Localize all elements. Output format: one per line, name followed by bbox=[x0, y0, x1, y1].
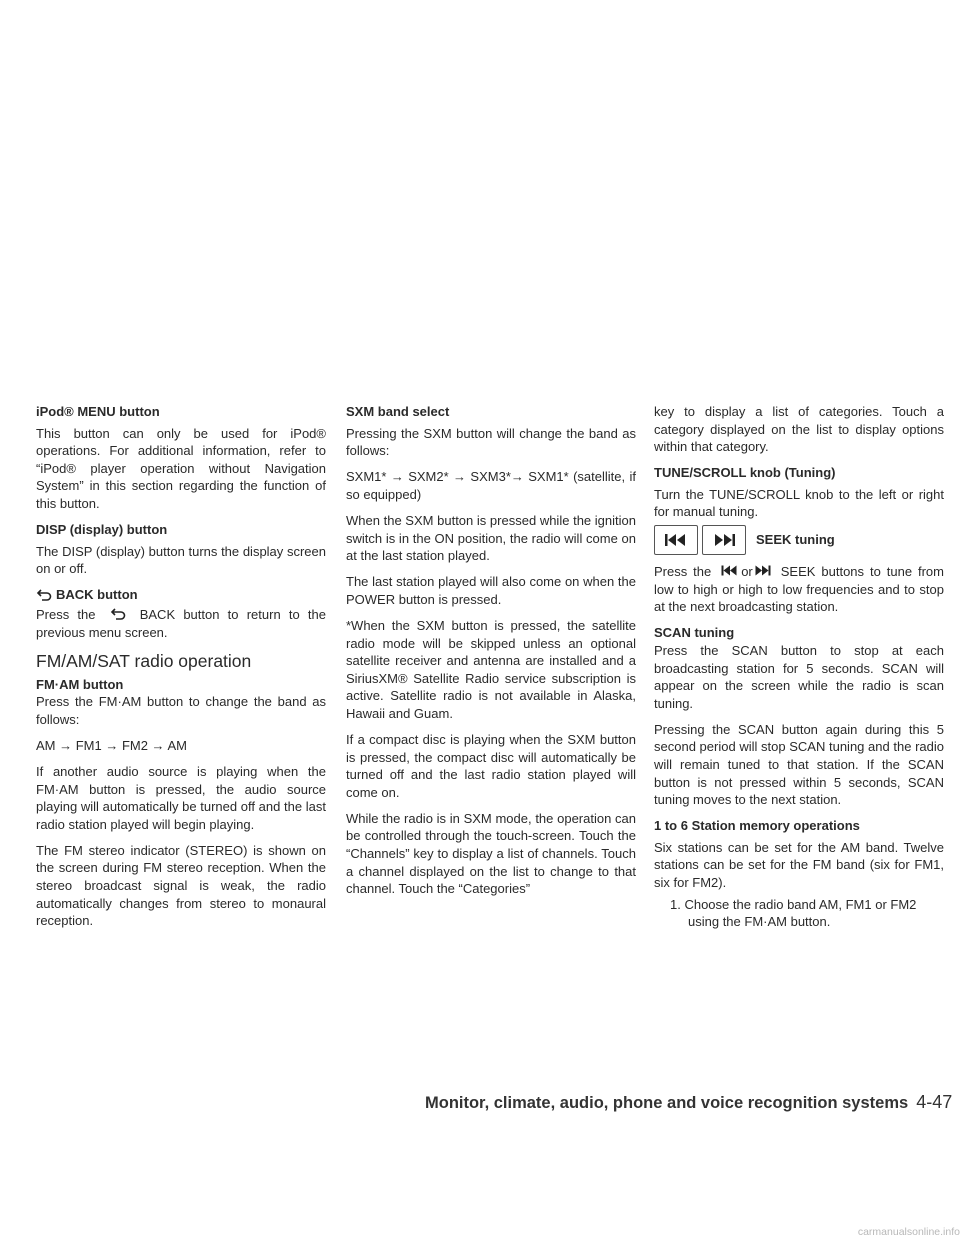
fmam-text: Press the FM·AM button to change the band as follows: bbox=[36, 694, 326, 727]
seek-heading: SEEK tuning bbox=[756, 532, 835, 548]
tune-heading: TUNE/SCROLL knob (Tuning) bbox=[654, 465, 836, 481]
ipod-menu-heading: iPod® MENU button bbox=[36, 404, 160, 419]
sxm-sequence: SXM1* → SXM2* → SXM3*→ SXM1* (satellite, if so equipped) bbox=[346, 469, 636, 502]
seek-heading-row bbox=[654, 525, 944, 555]
sxm-heading: SXM band select bbox=[346, 404, 450, 419]
column-3 bbox=[654, 403, 944, 931]
back-text-post: BACK button to return to the previous menu screen. bbox=[36, 606, 326, 640]
sxm-text3: The last station played will also come on when the POWER button is pressed. bbox=[346, 574, 636, 607]
memory-step-1: 1. Choose the radio band AM, FM1 or FM2 using the FM·AM button. bbox=[670, 896, 917, 930]
page-number: 4-47 bbox=[916, 1092, 953, 1112]
tune-text: Turn the TUNE/SCROLL knob to the left or right for manual tuning. bbox=[654, 486, 944, 520]
fmam-text2: If another audio source is playing when the FM·AM button is pressed, the audio source playing will automatically be turned off and the last radio station played will begin playing. bbox=[36, 764, 326, 832]
fmam-heading: FM·AM button bbox=[36, 676, 124, 692]
sxm-text5: While the radio is in SXM mode, the operation can be controlled through the touch-screen. Touch the “Channels” key to display a list of channels. Touch a channel displayed on the list to change to that channel. Touch the “Categories” bbox=[346, 810, 636, 897]
column-2 bbox=[346, 403, 636, 906]
column-1 bbox=[36, 403, 326, 938]
fmam-sequence: AM → FM1 → FM2 → AM bbox=[36, 737, 187, 753]
sxm-text4: If a compact disc is playing when the SXM button is pressed, the compact disc will automatically be turned off and the last radio station played will come on. bbox=[346, 732, 636, 800]
sxm-text: Pressing the SXM button will change the band as follows: bbox=[346, 425, 636, 459]
seek-backward-icon bbox=[663, 533, 689, 547]
page-footer bbox=[425, 1092, 952, 1113]
seek-text-post: SEEK buttons to tune from low to high or high to low frequencies and to stop at the next broadcasting station. bbox=[654, 564, 944, 615]
back-text bbox=[36, 606, 326, 641]
seek-forward-icon bbox=[755, 565, 771, 577]
seek-forward-icon bbox=[711, 533, 737, 547]
ipod-menu-text: This button can only be used for iPod® operations. For additional information, refer to “iPod® player operation without Navigation System” in this section regarding the function of this button. bbox=[36, 425, 326, 511]
memory-text: Six stations can be set for the AM band. Twelve stations can be set for the FM band (six for FM1, six for FM2). bbox=[654, 839, 944, 891]
back-text-pre: Press the bbox=[36, 606, 96, 622]
scan-text: Press the SCAN button to stop at each broadcasting station for 5 seconds. SCAN will appear on the screen while the radio is scan tuning. bbox=[654, 642, 944, 711]
back-arrow-icon bbox=[110, 607, 126, 621]
back-heading-label: BACK button bbox=[56, 587, 138, 603]
footer-title: Monitor, climate, audio, phone and voice recognition systems bbox=[425, 1094, 909, 1112]
seek-text-pre: Press the bbox=[654, 564, 712, 580]
scan-text2: Pressing the SCAN button again during this 5 second period will stop SCAN tuning and the radio will remain tuned to that station. If the SCAN button is not pressed within 5 seconds, SCAN tuning moves to the next station. bbox=[654, 721, 944, 808]
categories-continued-text: key to display a list of categories. Touch a category displayed on the list to display options within that category. bbox=[654, 404, 944, 455]
seek-forward-button-illustration bbox=[702, 525, 746, 555]
sxm-text2: When the SXM button is pressed while the ignition switch is in the ON position, the radio will come on at the last station played. bbox=[346, 512, 636, 564]
sxm-note: *When the SXM button is pressed, the satellite radio mode will be skipped unless an optional satellite receiver and antenna are installed and a SiriusXM® Satellite Radio service subscription is active. Satellite radio is not available in Alaska, Hawaii and Guam. bbox=[346, 617, 636, 721]
seek-text-or: or bbox=[741, 564, 753, 580]
seek-text bbox=[654, 563, 944, 616]
stereo-text: The FM stereo indicator (STEREO) is shown on the screen during FM stereo reception. When the stereo broadcast signal is weak, the radio automatically changes from stereo to monaural reception. bbox=[36, 842, 326, 929]
watermark: carmanualsonline.info bbox=[857, 1226, 960, 1238]
back-arrow-icon bbox=[36, 588, 52, 602]
disp-heading: DISP (display) button bbox=[36, 522, 168, 538]
seek-backward-icon bbox=[721, 565, 737, 577]
back-heading bbox=[36, 586, 326, 604]
section-title: FM/AM/SAT radio operation bbox=[36, 650, 252, 671]
memory-heading: 1 to 6 Station memory operations bbox=[654, 818, 860, 834]
scan-heading: SCAN tuning bbox=[654, 625, 735, 641]
disp-text: The DISP (display) button turns the display screen on or off. bbox=[36, 543, 326, 577]
seek-backward-button-illustration bbox=[654, 525, 698, 555]
